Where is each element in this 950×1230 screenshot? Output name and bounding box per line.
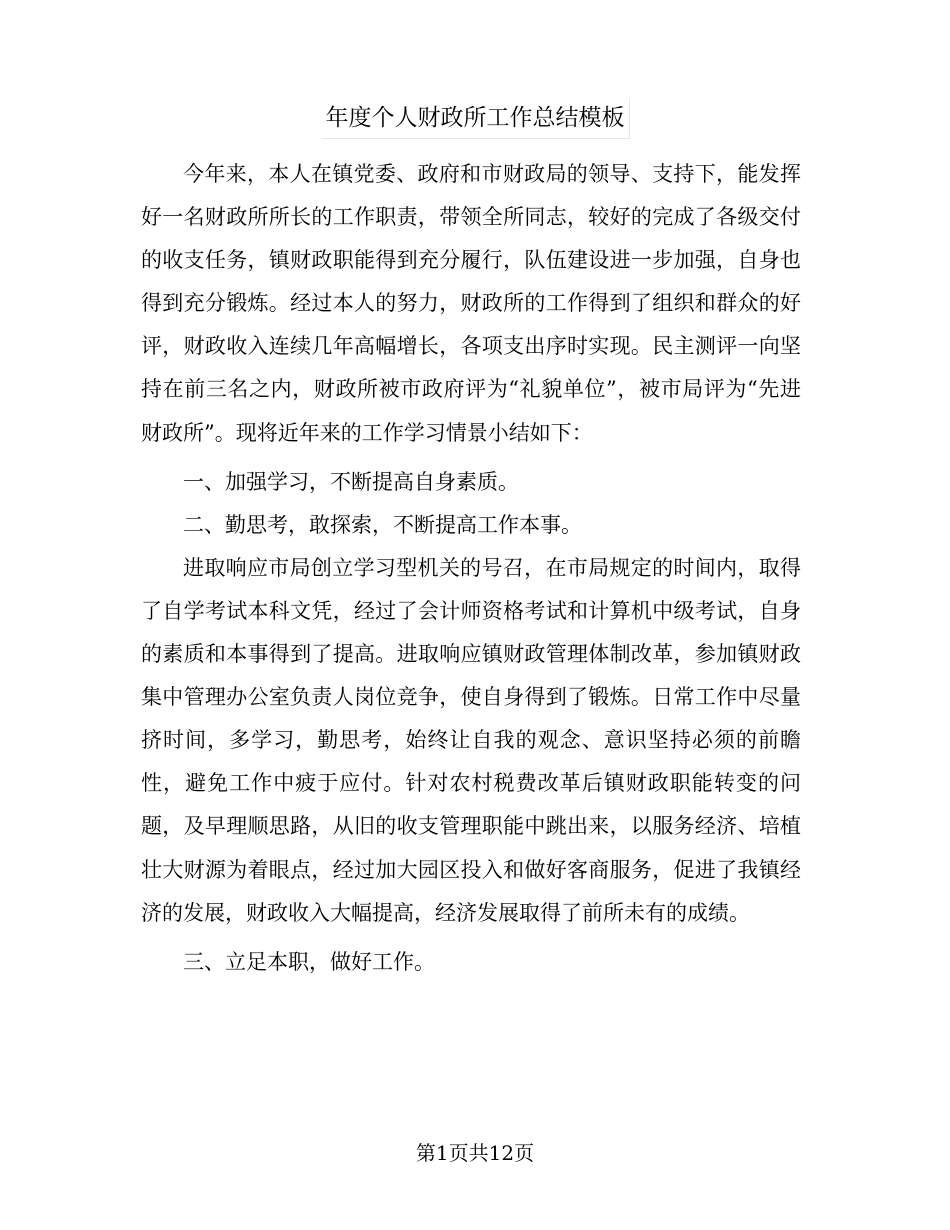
section-heading-2: 二、勤思考，敢探索，不断提高工作本事。 [183,512,582,537]
intro-paragraph: 今年来，本人在镇党委、政府和市财政局的领导、支持下，能发挥好一名财政所所长的工作职责，带领全所同志，较好的完成了各级交付的收支任务，镇财政职能得到充分履行，队伍建设进一步加强，自身也得到充分锻炼。经过本人的努力，财政所的工作得到了组织和群众的好评，财政收入连续几年高幅增长，各项支出序时实现。民主测评一向坚持在前三名之内，财政所被市政府评为“礼貌单位”，被市局评为“先进财政所”。现将近年来的工作学习情景小结如下： [141,162,801,445]
title-container [0,97,950,139]
section-2-paragraph: 进取响应市局创立学习型机关的号召，在市局规定的时间内，取得了自学考试本科文凭，经过了会计师资格考试和计算机中级考试，自身的素质和本事得到了提高。进取响应镇财政管理体制改革，参加镇财政集中管理办公室负责人岗位竞争，使自身得到了锻炼。日常工作中尽量挤时间，多学习，勤思考，始终让自我的观念、意识坚持必须的前瞻性，避免工作中疲于应付。针对农村税费改革后镇财政职能转变的问题，及早理顺思路，从旧的收支管理职能中跳出来，以服务经济、培植壮大财源为着眼点，经过加大园区投入和做好客商服务，促进了我镇经济的发展，财政收入大幅提高，经济发展取得了前所未有的成绩。 [141,555,801,925]
document-body [141,153,801,984]
section-heading-1: 一、加强学习，不断提高自身素质。 [183,469,519,494]
page-number-footer: 第1页共12页 [415,1141,535,1165]
section-heading-3: 三、立足本职，做好工作。 [183,949,435,974]
document-title: 年度个人财政所工作总结模板 [321,97,630,139]
